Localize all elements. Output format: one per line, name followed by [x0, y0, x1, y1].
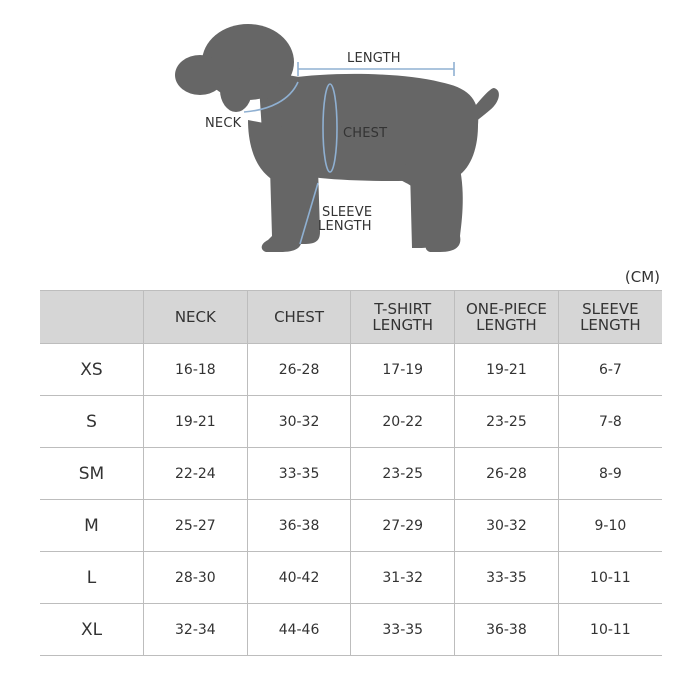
sleeve-label-line2: LENGTH: [318, 219, 372, 234]
neck-cell: 25-27: [144, 500, 248, 552]
onepiece-length-cell: 19-21: [455, 344, 559, 396]
header-row: [40, 291, 662, 344]
neck-cell: 28-30: [144, 552, 248, 604]
table-row: [40, 500, 662, 552]
header-label-line2: LENGTH: [372, 316, 434, 334]
sleeve-length-cell: 10-11: [558, 552, 662, 604]
header-label-line1: T-SHIRT: [374, 300, 432, 318]
onepiece-length-cell: 23-25: [455, 396, 559, 448]
length-label: LENGTH: [347, 51, 401, 66]
table-row: [40, 604, 662, 656]
chest-cell: 44-46: [247, 604, 351, 656]
neck-cell: 19-21: [144, 396, 248, 448]
header-label: CHEST: [274, 308, 324, 326]
sleeve-length-cell: 9-10: [558, 500, 662, 552]
chest-cell: 36-38: [247, 500, 351, 552]
dog-measurement-diagram: [0, 0, 694, 270]
chest-label: CHEST: [343, 126, 388, 141]
neck-cell: 16-18: [144, 344, 248, 396]
size-cell: SM: [40, 448, 144, 500]
onepiece-length-cell: 33-35: [455, 552, 559, 604]
unit-label: (CM): [624, 268, 660, 286]
table-row: [40, 344, 662, 396]
size-cell: XL: [40, 604, 144, 656]
tshirt-length-cell: 33-35: [351, 604, 455, 656]
size-cell: M: [40, 500, 144, 552]
chest-cell: 33-35: [247, 448, 351, 500]
sleeve-length-cell: 7-8: [558, 396, 662, 448]
header-neck: [144, 291, 248, 344]
onepiece-length-cell: 26-28: [455, 448, 559, 500]
table-row: [40, 552, 662, 604]
chest-cell: 30-32: [247, 396, 351, 448]
tshirt-length-cell: 17-19: [351, 344, 455, 396]
neck-cell: 32-34: [144, 604, 248, 656]
neck-cell: 22-24: [144, 448, 248, 500]
header-label-line2: LENGTH: [580, 316, 641, 334]
header-size: [40, 291, 144, 344]
tshirt-length-cell: 31-32: [351, 552, 455, 604]
header-tshirt-length: [351, 291, 455, 344]
size-chart-table: [40, 290, 662, 656]
table-row: [40, 396, 662, 448]
header-label-line1: SLEEVE: [582, 300, 639, 318]
header-label-line1: ONE-PIECE: [465, 300, 547, 318]
tshirt-length-cell: 20-22: [351, 396, 455, 448]
header-label-line2: LENGTH: [476, 316, 537, 334]
chest-cell: 40-42: [247, 552, 351, 604]
onepiece-length-cell: 30-32: [455, 500, 559, 552]
onepiece-length-cell: 36-38: [455, 604, 559, 656]
size-cell: S: [40, 396, 144, 448]
size-cell: L: [40, 552, 144, 604]
header-sleeve-length: [558, 291, 662, 344]
header-label: NECK: [174, 308, 216, 326]
sleeve-length-cell: 8-9: [558, 448, 662, 500]
tshirt-length-cell: 23-25: [351, 448, 455, 500]
header-onepiece-length: [455, 291, 559, 344]
tshirt-length-cell: 27-29: [351, 500, 455, 552]
sleeve-label-line1: SLEEVE: [322, 205, 373, 220]
sleeve-length-cell: 6-7: [558, 344, 662, 396]
table-row: [40, 448, 662, 500]
sleeve-length-cell: 10-11: [558, 604, 662, 656]
neck-label: NECK: [205, 116, 242, 131]
size-cell: XS: [40, 344, 144, 396]
header-chest: [247, 291, 351, 344]
chest-cell: 26-28: [247, 344, 351, 396]
